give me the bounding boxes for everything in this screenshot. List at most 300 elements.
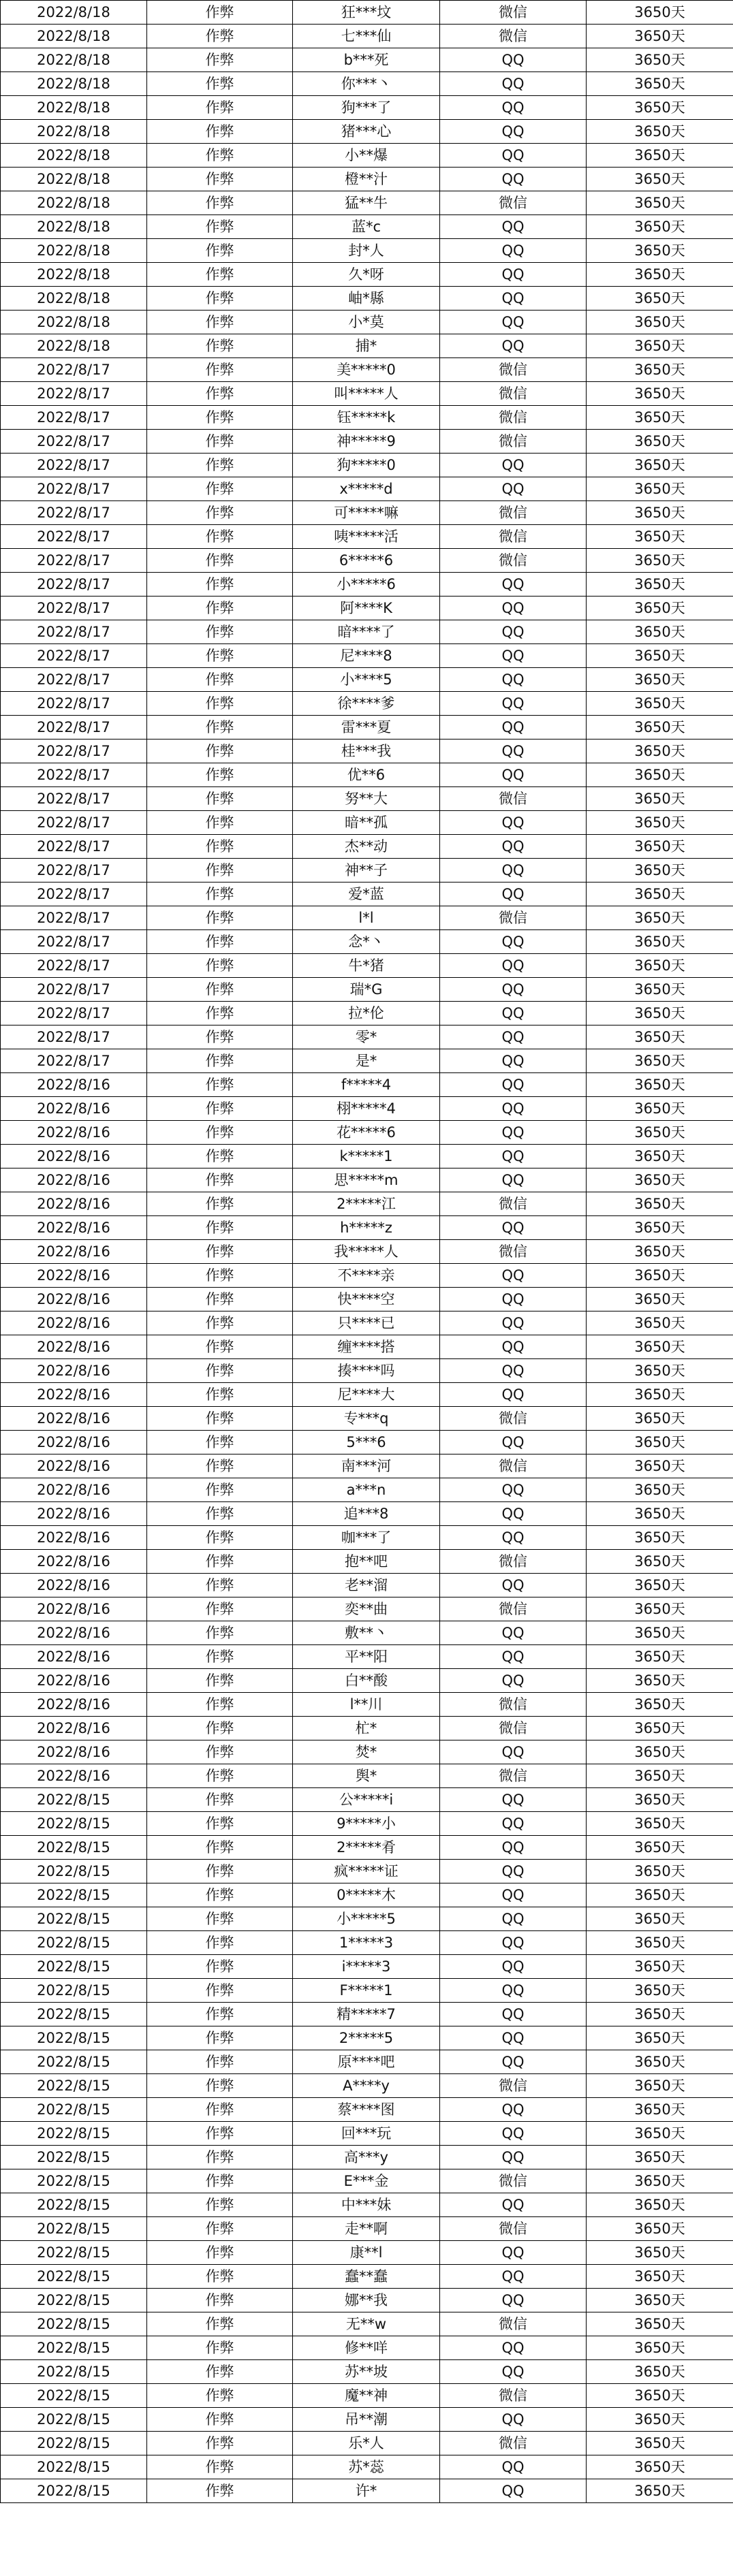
duration-cell: 3650天 bbox=[587, 2169, 733, 2193]
reason-cell: 作弊 bbox=[147, 668, 293, 692]
platform-cell: QQ bbox=[440, 1883, 587, 1907]
platform-cell: QQ bbox=[440, 1216, 587, 1240]
reason-cell: 作弊 bbox=[147, 144, 293, 168]
platform-cell: QQ bbox=[440, 978, 587, 1002]
platform-cell: QQ bbox=[440, 1931, 587, 1955]
table-row bbox=[1, 1192, 733, 1216]
reason-cell: 作弊 bbox=[147, 954, 293, 978]
date-cell: 2022/8/16 bbox=[1, 1693, 147, 1717]
reason-cell: 作弊 bbox=[147, 1478, 293, 1502]
date-cell: 2022/8/16 bbox=[1, 1764, 147, 1788]
platform-cell: QQ bbox=[440, 1574, 587, 1597]
duration-cell: 3650天 bbox=[587, 2455, 733, 2479]
table-row bbox=[1, 1478, 733, 1502]
duration-cell: 3650天 bbox=[587, 1907, 733, 1931]
player-name-cell: 花*****6 bbox=[293, 1121, 440, 1145]
platform-cell: 微信 bbox=[440, 1240, 587, 1264]
date-cell: 2022/8/15 bbox=[1, 2098, 147, 2122]
player-name-cell: 捕* bbox=[293, 334, 440, 358]
date-cell: 2022/8/16 bbox=[1, 1240, 147, 1264]
platform-cell: QQ bbox=[440, 263, 587, 287]
table-row bbox=[1, 2479, 733, 2503]
table-row bbox=[1, 1502, 733, 1526]
reason-cell: 作弊 bbox=[147, 716, 293, 740]
reason-cell: 作弊 bbox=[147, 1073, 293, 1097]
date-cell: 2022/8/16 bbox=[1, 1574, 147, 1597]
table-row bbox=[1, 2241, 733, 2265]
duration-cell: 3650天 bbox=[587, 2384, 733, 2408]
duration-cell: 3650天 bbox=[587, 382, 733, 406]
date-cell: 2022/8/15 bbox=[1, 2336, 147, 2360]
duration-cell: 3650天 bbox=[587, 311, 733, 334]
table-row bbox=[1, 1788, 733, 1812]
duration-cell: 3650天 bbox=[587, 1145, 733, 1168]
reason-cell: 作弊 bbox=[147, 358, 293, 382]
platform-cell: 微信 bbox=[440, 406, 587, 430]
duration-cell: 3650天 bbox=[587, 1311, 733, 1335]
platform-cell: QQ bbox=[440, 668, 587, 692]
duration-cell: 3650天 bbox=[587, 2336, 733, 2360]
reason-cell: 作弊 bbox=[147, 1645, 293, 1669]
duration-cell: 3650天 bbox=[587, 2193, 733, 2217]
reason-cell: 作弊 bbox=[147, 2360, 293, 2384]
player-name-cell: 舆* bbox=[293, 1764, 440, 1788]
platform-cell: QQ bbox=[440, 1431, 587, 1454]
duration-cell: 3650天 bbox=[587, 954, 733, 978]
duration-cell: 3650天 bbox=[587, 1502, 733, 1526]
platform-cell: 微信 bbox=[440, 2074, 587, 2098]
duration-cell: 3650天 bbox=[587, 1431, 733, 1454]
player-name-cell: 小****5 bbox=[293, 668, 440, 692]
reason-cell: 作弊 bbox=[147, 1550, 293, 1574]
platform-cell: QQ bbox=[440, 2003, 587, 2026]
table-row bbox=[1, 1621, 733, 1645]
table-row bbox=[1, 1335, 733, 1359]
player-name-cell: 平**阳 bbox=[293, 1645, 440, 1669]
player-name-cell: 杰**动 bbox=[293, 835, 440, 859]
platform-cell: QQ bbox=[440, 1073, 587, 1097]
duration-cell: 3650天 bbox=[587, 1693, 733, 1717]
table-row bbox=[1, 1740, 733, 1764]
reason-cell: 作弊 bbox=[147, 1788, 293, 1812]
player-name-cell: 揍****吗 bbox=[293, 1359, 440, 1383]
date-cell: 2022/8/16 bbox=[1, 1550, 147, 1574]
reason-cell: 作弊 bbox=[147, 2265, 293, 2289]
date-cell: 2022/8/16 bbox=[1, 1216, 147, 1240]
platform-cell: QQ bbox=[440, 1788, 587, 1812]
table-row bbox=[1, 1240, 733, 1264]
player-name-cell: 阿****K bbox=[293, 597, 440, 620]
platform-cell: QQ bbox=[440, 2360, 587, 2384]
reason-cell: 作弊 bbox=[147, 1192, 293, 1216]
player-name-cell: 七***仙 bbox=[293, 25, 440, 48]
duration-cell: 3650天 bbox=[587, 334, 733, 358]
duration-cell: 3650天 bbox=[587, 1049, 733, 1073]
duration-cell: 3650天 bbox=[587, 1454, 733, 1478]
duration-cell: 3650天 bbox=[587, 96, 733, 120]
date-cell: 2022/8/17 bbox=[1, 597, 147, 620]
duration-cell: 3650天 bbox=[587, 120, 733, 144]
duration-cell: 3650天 bbox=[587, 1, 733, 25]
duration-cell: 3650天 bbox=[587, 358, 733, 382]
duration-cell: 3650天 bbox=[587, 2479, 733, 2503]
duration-cell: 3650天 bbox=[587, 1645, 733, 1669]
duration-cell: 3650天 bbox=[587, 2265, 733, 2289]
reason-cell: 作弊 bbox=[147, 2408, 293, 2432]
table-row bbox=[1, 763, 733, 787]
platform-cell: QQ bbox=[440, 1526, 587, 1550]
date-cell: 2022/8/18 bbox=[1, 168, 147, 191]
date-cell: 2022/8/16 bbox=[1, 1264, 147, 1288]
platform-cell: 微信 bbox=[440, 2312, 587, 2336]
reason-cell: 作弊 bbox=[147, 406, 293, 430]
table-row bbox=[1, 120, 733, 144]
reason-cell: 作弊 bbox=[147, 48, 293, 72]
duration-cell: 3650天 bbox=[587, 2241, 733, 2265]
duration-cell: 3650天 bbox=[587, 1597, 733, 1621]
table-row bbox=[1, 692, 733, 716]
date-cell: 2022/8/15 bbox=[1, 1812, 147, 1836]
player-name-cell: 尼****大 bbox=[293, 1383, 440, 1407]
player-name-cell: 瑞*G bbox=[293, 978, 440, 1002]
table-row bbox=[1, 1359, 733, 1383]
player-name-cell: h*****z bbox=[293, 1216, 440, 1240]
platform-cell: 微信 bbox=[440, 191, 587, 215]
player-name-cell: 魔**神 bbox=[293, 2384, 440, 2408]
duration-cell: 3650天 bbox=[587, 263, 733, 287]
player-name-cell: 狗*****0 bbox=[293, 454, 440, 477]
date-cell: 2022/8/16 bbox=[1, 1073, 147, 1097]
platform-cell: QQ bbox=[440, 215, 587, 239]
date-cell: 2022/8/16 bbox=[1, 1145, 147, 1168]
table-row bbox=[1, 191, 733, 215]
duration-cell: 3650天 bbox=[587, 1621, 733, 1645]
platform-cell: QQ bbox=[440, 1288, 587, 1311]
platform-cell: 微信 bbox=[440, 1693, 587, 1717]
duration-cell: 3650天 bbox=[587, 1168, 733, 1192]
platform-cell: QQ bbox=[440, 1049, 587, 1073]
reason-cell: 作弊 bbox=[147, 2193, 293, 2217]
date-cell: 2022/8/17 bbox=[1, 525, 147, 549]
platform-cell: QQ bbox=[440, 2098, 587, 2122]
duration-cell: 3650天 bbox=[587, 1812, 733, 1836]
player-name-cell: i*****3 bbox=[293, 1955, 440, 1979]
player-name-cell: 神*****9 bbox=[293, 430, 440, 454]
duration-cell: 3650天 bbox=[587, 1931, 733, 1955]
reason-cell: 作弊 bbox=[147, 1168, 293, 1192]
reason-cell: 作弊 bbox=[147, 882, 293, 906]
player-name-cell: 钰*****k bbox=[293, 406, 440, 430]
reason-cell: 作弊 bbox=[147, 2050, 293, 2074]
table-row bbox=[1, 906, 733, 930]
platform-cell: QQ bbox=[440, 1955, 587, 1979]
duration-cell: 3650天 bbox=[587, 168, 733, 191]
player-name-cell: x*****d bbox=[293, 477, 440, 501]
table-row bbox=[1, 597, 733, 620]
player-name-cell: 我*****人 bbox=[293, 1240, 440, 1264]
reason-cell: 作弊 bbox=[147, 477, 293, 501]
date-cell: 2022/8/15 bbox=[1, 2479, 147, 2503]
player-name-cell: 缠****搭 bbox=[293, 1335, 440, 1359]
date-cell: 2022/8/15 bbox=[1, 1788, 147, 1812]
duration-cell: 3650天 bbox=[587, 2408, 733, 2432]
date-cell: 2022/8/15 bbox=[1, 1883, 147, 1907]
reason-cell: 作弊 bbox=[147, 1454, 293, 1478]
duration-cell: 3650天 bbox=[587, 1359, 733, 1383]
reason-cell: 作弊 bbox=[147, 191, 293, 215]
date-cell: 2022/8/17 bbox=[1, 1002, 147, 1025]
player-name-cell: 咖***了 bbox=[293, 1526, 440, 1550]
table-row bbox=[1, 978, 733, 1002]
reason-cell: 作弊 bbox=[147, 2289, 293, 2312]
date-cell: 2022/8/16 bbox=[1, 1097, 147, 1121]
table-row bbox=[1, 454, 733, 477]
duration-cell: 3650天 bbox=[587, 1717, 733, 1740]
reason-cell: 作弊 bbox=[147, 1121, 293, 1145]
reason-cell: 作弊 bbox=[147, 2241, 293, 2265]
duration-cell: 3650天 bbox=[587, 1883, 733, 1907]
table-row bbox=[1, 1836, 733, 1860]
reason-cell: 作弊 bbox=[147, 1311, 293, 1335]
date-cell: 2022/8/18 bbox=[1, 1, 147, 25]
date-cell: 2022/8/17 bbox=[1, 716, 147, 740]
reason-cell: 作弊 bbox=[147, 1264, 293, 1288]
platform-cell: QQ bbox=[440, 1836, 587, 1860]
platform-cell: QQ bbox=[440, 144, 587, 168]
date-cell: 2022/8/15 bbox=[1, 2146, 147, 2169]
duration-cell: 3650天 bbox=[587, 1073, 733, 1097]
duration-cell: 3650天 bbox=[587, 1192, 733, 1216]
platform-cell: QQ bbox=[440, 1907, 587, 1931]
player-name-cell: 奕**曲 bbox=[293, 1597, 440, 1621]
date-cell: 2022/8/17 bbox=[1, 763, 147, 787]
platform-cell: QQ bbox=[440, 2265, 587, 2289]
player-name-cell: 蠢**蠢 bbox=[293, 2265, 440, 2289]
duration-cell: 3650天 bbox=[587, 2146, 733, 2169]
date-cell: 2022/8/15 bbox=[1, 2241, 147, 2265]
date-cell: 2022/8/16 bbox=[1, 1645, 147, 1669]
reason-cell: 作弊 bbox=[147, 1502, 293, 1526]
table-row bbox=[1, 1597, 733, 1621]
date-cell: 2022/8/18 bbox=[1, 263, 147, 287]
platform-cell: QQ bbox=[440, 835, 587, 859]
platform-cell: 微信 bbox=[440, 787, 587, 811]
platform-cell: QQ bbox=[440, 1002, 587, 1025]
table-row bbox=[1, 811, 733, 835]
platform-cell: QQ bbox=[440, 334, 587, 358]
table-row bbox=[1, 382, 733, 406]
table-row bbox=[1, 72, 733, 96]
player-name-cell: 追***8 bbox=[293, 1502, 440, 1526]
platform-cell: QQ bbox=[440, 1311, 587, 1335]
date-cell: 2022/8/15 bbox=[1, 2026, 147, 2050]
platform-cell: QQ bbox=[440, 2455, 587, 2479]
reason-cell: 作弊 bbox=[147, 1764, 293, 1788]
platform-cell: QQ bbox=[440, 287, 587, 311]
date-cell: 2022/8/15 bbox=[1, 2360, 147, 2384]
platform-cell: QQ bbox=[440, 72, 587, 96]
date-cell: 2022/8/15 bbox=[1, 1931, 147, 1955]
duration-cell: 3650天 bbox=[587, 2074, 733, 2098]
platform-cell: QQ bbox=[440, 2050, 587, 2074]
platform-cell: QQ bbox=[440, 239, 587, 263]
table-row bbox=[1, 549, 733, 573]
date-cell: 2022/8/16 bbox=[1, 1407, 147, 1431]
player-name-cell: 专***q bbox=[293, 1407, 440, 1431]
date-cell: 2022/8/15 bbox=[1, 2122, 147, 2146]
table-row bbox=[1, 2122, 733, 2146]
player-name-cell: 叫*****人 bbox=[293, 382, 440, 406]
player-name-cell: 牛*猪 bbox=[293, 954, 440, 978]
date-cell: 2022/8/18 bbox=[1, 72, 147, 96]
date-cell: 2022/8/17 bbox=[1, 787, 147, 811]
platform-cell: QQ bbox=[440, 954, 587, 978]
player-name-cell: 小*****5 bbox=[293, 1907, 440, 1931]
platform-cell: QQ bbox=[440, 1502, 587, 1526]
reason-cell: 作弊 bbox=[147, 930, 293, 954]
platform-cell: QQ bbox=[440, 692, 587, 716]
player-name-cell: 你***丶 bbox=[293, 72, 440, 96]
reason-cell: 作弊 bbox=[147, 1002, 293, 1025]
table-row bbox=[1, 1025, 733, 1049]
player-name-cell: 回***玩 bbox=[293, 2122, 440, 2146]
date-cell: 2022/8/17 bbox=[1, 978, 147, 1002]
table-row bbox=[1, 2432, 733, 2455]
player-name-cell: F*****1 bbox=[293, 1979, 440, 2003]
date-cell: 2022/8/17 bbox=[1, 811, 147, 835]
table-row bbox=[1, 1955, 733, 1979]
table-row bbox=[1, 358, 733, 382]
duration-cell: 3650天 bbox=[587, 2289, 733, 2312]
table-row bbox=[1, 835, 733, 859]
player-name-cell: 暗****了 bbox=[293, 620, 440, 644]
table-row bbox=[1, 1145, 733, 1168]
duration-cell: 3650天 bbox=[587, 692, 733, 716]
table-row bbox=[1, 2408, 733, 2432]
reason-cell: 作弊 bbox=[147, 1, 293, 25]
player-name-cell: 公*****i bbox=[293, 1788, 440, 1812]
table-row bbox=[1, 1907, 733, 1931]
duration-cell: 3650天 bbox=[587, 287, 733, 311]
reason-cell: 作弊 bbox=[147, 692, 293, 716]
reason-cell: 作弊 bbox=[147, 1097, 293, 1121]
table-row bbox=[1, 334, 733, 358]
player-name-cell: 高***y bbox=[293, 2146, 440, 2169]
reason-cell: 作弊 bbox=[147, 1621, 293, 1645]
platform-cell: QQ bbox=[440, 1335, 587, 1359]
player-name-cell: 雷***夏 bbox=[293, 716, 440, 740]
date-cell: 2022/8/17 bbox=[1, 477, 147, 501]
table-row bbox=[1, 954, 733, 978]
reason-cell: 作弊 bbox=[147, 1431, 293, 1454]
duration-cell: 3650天 bbox=[587, 2098, 733, 2122]
table-row bbox=[1, 96, 733, 120]
date-cell: 2022/8/18 bbox=[1, 191, 147, 215]
table-row bbox=[1, 406, 733, 430]
duration-cell: 3650天 bbox=[587, 597, 733, 620]
table-row bbox=[1, 1717, 733, 1740]
duration-cell: 3650天 bbox=[587, 1669, 733, 1693]
platform-cell: QQ bbox=[440, 2193, 587, 2217]
reason-cell: 作弊 bbox=[147, 1407, 293, 1431]
duration-cell: 3650天 bbox=[587, 406, 733, 430]
player-name-cell: 2*****江 bbox=[293, 1192, 440, 1216]
duration-cell: 3650天 bbox=[587, 477, 733, 501]
platform-cell: 微信 bbox=[440, 525, 587, 549]
reason-cell: 作弊 bbox=[147, 1288, 293, 1311]
table-row bbox=[1, 1168, 733, 1192]
reason-cell: 作弊 bbox=[147, 2003, 293, 2026]
reason-cell: 作弊 bbox=[147, 2098, 293, 2122]
reason-cell: 作弊 bbox=[147, 740, 293, 763]
player-name-cell: 2*****5 bbox=[293, 2026, 440, 2050]
duration-cell: 3650天 bbox=[587, 1860, 733, 1883]
table-body bbox=[1, 1, 733, 2503]
player-name-cell: 走**啊 bbox=[293, 2217, 440, 2241]
platform-cell: QQ bbox=[440, 2026, 587, 2050]
table-row bbox=[1, 620, 733, 644]
reason-cell: 作弊 bbox=[147, 811, 293, 835]
player-name-cell: 焚* bbox=[293, 1740, 440, 1764]
duration-cell: 3650天 bbox=[587, 1836, 733, 1860]
date-cell: 2022/8/17 bbox=[1, 382, 147, 406]
duration-cell: 3650天 bbox=[587, 2360, 733, 2384]
date-cell: 2022/8/16 bbox=[1, 1311, 147, 1335]
player-name-cell: 1*****3 bbox=[293, 1931, 440, 1955]
duration-cell: 3650天 bbox=[587, 787, 733, 811]
reason-cell: 作弊 bbox=[147, 597, 293, 620]
player-name-cell: 快****空 bbox=[293, 1288, 440, 1311]
platform-cell: QQ bbox=[440, 882, 587, 906]
player-name-cell: 小**爆 bbox=[293, 144, 440, 168]
duration-cell: 3650天 bbox=[587, 1288, 733, 1311]
duration-cell: 3650天 bbox=[587, 811, 733, 835]
player-name-cell: a***n bbox=[293, 1478, 440, 1502]
player-name-cell: 敷**丶 bbox=[293, 1621, 440, 1645]
reason-cell: 作弊 bbox=[147, 215, 293, 239]
table-row bbox=[1, 2050, 733, 2074]
table-row bbox=[1, 930, 733, 954]
reason-cell: 作弊 bbox=[147, 763, 293, 787]
duration-cell: 3650天 bbox=[587, 72, 733, 96]
table-row bbox=[1, 2312, 733, 2336]
date-cell: 2022/8/17 bbox=[1, 906, 147, 930]
date-cell: 2022/8/15 bbox=[1, 2289, 147, 2312]
duration-cell: 3650天 bbox=[587, 763, 733, 787]
platform-cell: QQ bbox=[440, 1812, 587, 1836]
player-name-cell: 徐****爹 bbox=[293, 692, 440, 716]
reason-cell: 作弊 bbox=[147, 1860, 293, 1883]
duration-cell: 3650天 bbox=[587, 1335, 733, 1359]
platform-cell: QQ bbox=[440, 597, 587, 620]
duration-cell: 3650天 bbox=[587, 1407, 733, 1431]
duration-cell: 3650天 bbox=[587, 2050, 733, 2074]
reason-cell: 作弊 bbox=[147, 382, 293, 406]
player-name-cell: 神**子 bbox=[293, 859, 440, 882]
platform-cell: QQ bbox=[440, 96, 587, 120]
table-row bbox=[1, 25, 733, 48]
platform-cell: QQ bbox=[440, 930, 587, 954]
reason-cell: 作弊 bbox=[147, 1049, 293, 1073]
date-cell: 2022/8/16 bbox=[1, 1431, 147, 1454]
platform-cell: QQ bbox=[440, 311, 587, 334]
platform-cell: 微信 bbox=[440, 2169, 587, 2193]
player-name-cell: 努**大 bbox=[293, 787, 440, 811]
date-cell: 2022/8/17 bbox=[1, 740, 147, 763]
reason-cell: 作弊 bbox=[147, 1717, 293, 1740]
player-name-cell: 栩*****4 bbox=[293, 1097, 440, 1121]
player-name-cell: l*l bbox=[293, 906, 440, 930]
